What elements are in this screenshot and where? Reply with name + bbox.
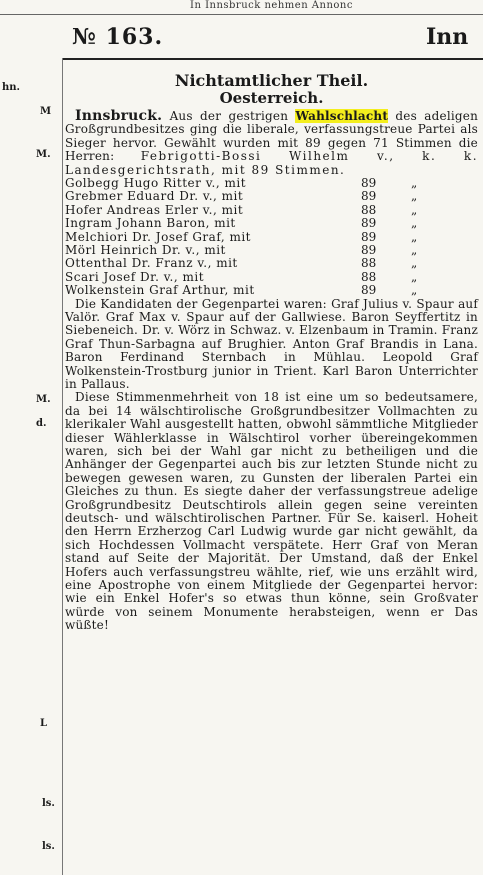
margin-fragment: M. xyxy=(36,149,51,160)
ditto-mark: „ xyxy=(411,229,418,244)
ditto-mark: „ xyxy=(411,216,418,231)
result-name: Ottenthal Dr. Franz v., mit xyxy=(65,256,238,271)
result-votes: 89 xyxy=(361,283,377,298)
ditto-mark: „ xyxy=(411,202,418,217)
margin-fragment: ls. xyxy=(42,798,55,809)
previous-page-strip: In Innsbruck nehmen Annonc xyxy=(190,0,353,11)
ditto-mark: „ xyxy=(411,242,418,257)
result-row xyxy=(65,190,478,203)
margin-fragment: L xyxy=(40,718,48,729)
article-column xyxy=(65,72,478,633)
majority-paragraph: Diese Stimmenmehrheit von 18 ist eine um so bedeutsamere, da bei 14 wälschtirolische Großgrundbesitzer Vollmachten zu klerikaler Wahl ausgestellt hatten, obwohl sämmtliche Mitglieder dieser Wählerklasse in Wälschtirol vorher übereingekommen waren, sich bei der Wahl gar nicht zu betheiligen und die Anhänger der Gegenpartei auch bis zur letzten Stunde nicht zu bewegen gewesen waren, zu Gunsten der liberalen Partei ein Gleiches zu thun. Es siegte daher der verfassungstreue adelige Großgrundbesitz Deutschtirols allein gegen seine vereinten deutsch- und wälschtirolischen Partner. Für Se. kaiserl. Hoheit den Herrn Erzherzog Carl Ludwig wurde gar nicht gewählt, da sich Hochdessen Vollmacht verspätete. Herr Graf von Meran stand auf Seite der Majorität. Der Umstand, daß der Enkel Hofers auch verfassungstreu wählte, rief, wie uns erzählt wird, eine Apostrophe von einem Mitgliede der Gegenpartei hervor: wie ein Enkel Hofer's so etwas thun könne, sein Großvater würde von seinem Monumente herabsteigen, wenn er Das wüßte! xyxy=(65,390,478,633)
issue-number: № 163. xyxy=(72,24,164,50)
result-name: Hofer Andreas Erler v., mit xyxy=(65,202,244,217)
first-elected: Febrigotti-Bossi Wilhelm v., k. k. Landesgerichtsrath, mit 89 Stimmen. xyxy=(65,149,479,177)
result-row xyxy=(65,217,478,230)
result-name: Scari Josef Dr. v., mit xyxy=(65,269,205,284)
margin-fragment: M xyxy=(40,106,52,117)
section-title: Nichtamtlicher Theil. xyxy=(174,71,369,90)
masthead-fragment: Inn xyxy=(426,24,469,50)
margin-fragment: hn. xyxy=(2,82,21,93)
result-votes: 89 xyxy=(361,216,377,231)
left-column-fragments xyxy=(0,58,60,875)
result-name: Golbegg Hugo Ritter v., mit xyxy=(65,176,247,191)
result-name: Ingram Johann Baron, mit xyxy=(65,216,236,231)
result-votes: 88 xyxy=(361,202,377,217)
subsection-title: Oesterreich. xyxy=(219,89,324,107)
intro-paragraph xyxy=(65,110,478,177)
margin-fragment: d. xyxy=(36,418,47,429)
intro-text-2: des adeligen Großgrundbesitzes ging die liberale, verfassungstreue Partei als Sieger hervor. Gewählt wurden mit 89 gegen 71 Stimmen die Herren: xyxy=(65,109,479,164)
result-votes: 89 xyxy=(361,242,377,257)
ditto-mark: „ xyxy=(411,176,418,191)
result-votes: 89 xyxy=(361,176,377,191)
ditto-mark: „ xyxy=(411,189,418,204)
intro-text-1: Aus der gestrigen xyxy=(162,109,296,123)
candidates-paragraph: Die Kandidaten der Gegenpartei waren: Graf Julius v. Spaur auf Valör. Graf Max v. Spaur auf der Gallwiese. Baron Seyffertitz in Siebeneich. Dr. v. Wörz in Schwaz. v. Elzenbaum in Tramin. Franz Graf Thun-Sarbagna auf Brughier. Anton Graf Brandis in Lana. Baron Ferdinand Sternbach in Mühlau. Leopold Graf Wolkenstein-Trostburg junior in Trient. Karl Baron Unterrichter in Pallaus. xyxy=(65,296,478,391)
column-divider xyxy=(62,58,63,875)
result-name: Melchiori Dr. Josef Graf, mit xyxy=(65,229,252,244)
result-row xyxy=(65,177,478,190)
ditto-mark: „ xyxy=(411,283,418,298)
result-row xyxy=(65,231,478,244)
election-results xyxy=(65,177,478,298)
result-row xyxy=(65,244,478,257)
ditto-mark: „ xyxy=(411,256,418,271)
ditto-mark: „ xyxy=(411,269,418,284)
result-row xyxy=(65,271,478,284)
result-name: Wolkenstein Graf Arthur, mit xyxy=(65,283,255,298)
result-row xyxy=(65,284,478,297)
result-votes: 88 xyxy=(361,256,377,271)
masthead-rule xyxy=(62,58,483,60)
result-name: Mörl Heinrich Dr. v., mit xyxy=(65,242,226,257)
result-votes: 88 xyxy=(361,269,377,284)
result-votes: 89 xyxy=(361,229,377,244)
result-row xyxy=(65,257,478,270)
result-row xyxy=(65,204,478,217)
dateline-city: Innsbruck. xyxy=(75,108,163,124)
result-name: Grebmer Eduard Dr. v., mit xyxy=(65,189,244,204)
result-votes: 89 xyxy=(361,189,377,204)
margin-fragment: M. xyxy=(36,394,51,405)
top-rule xyxy=(0,14,483,15)
highlighted-term: Wahlschlacht xyxy=(295,109,389,123)
margin-fragment: ls. xyxy=(42,841,55,852)
